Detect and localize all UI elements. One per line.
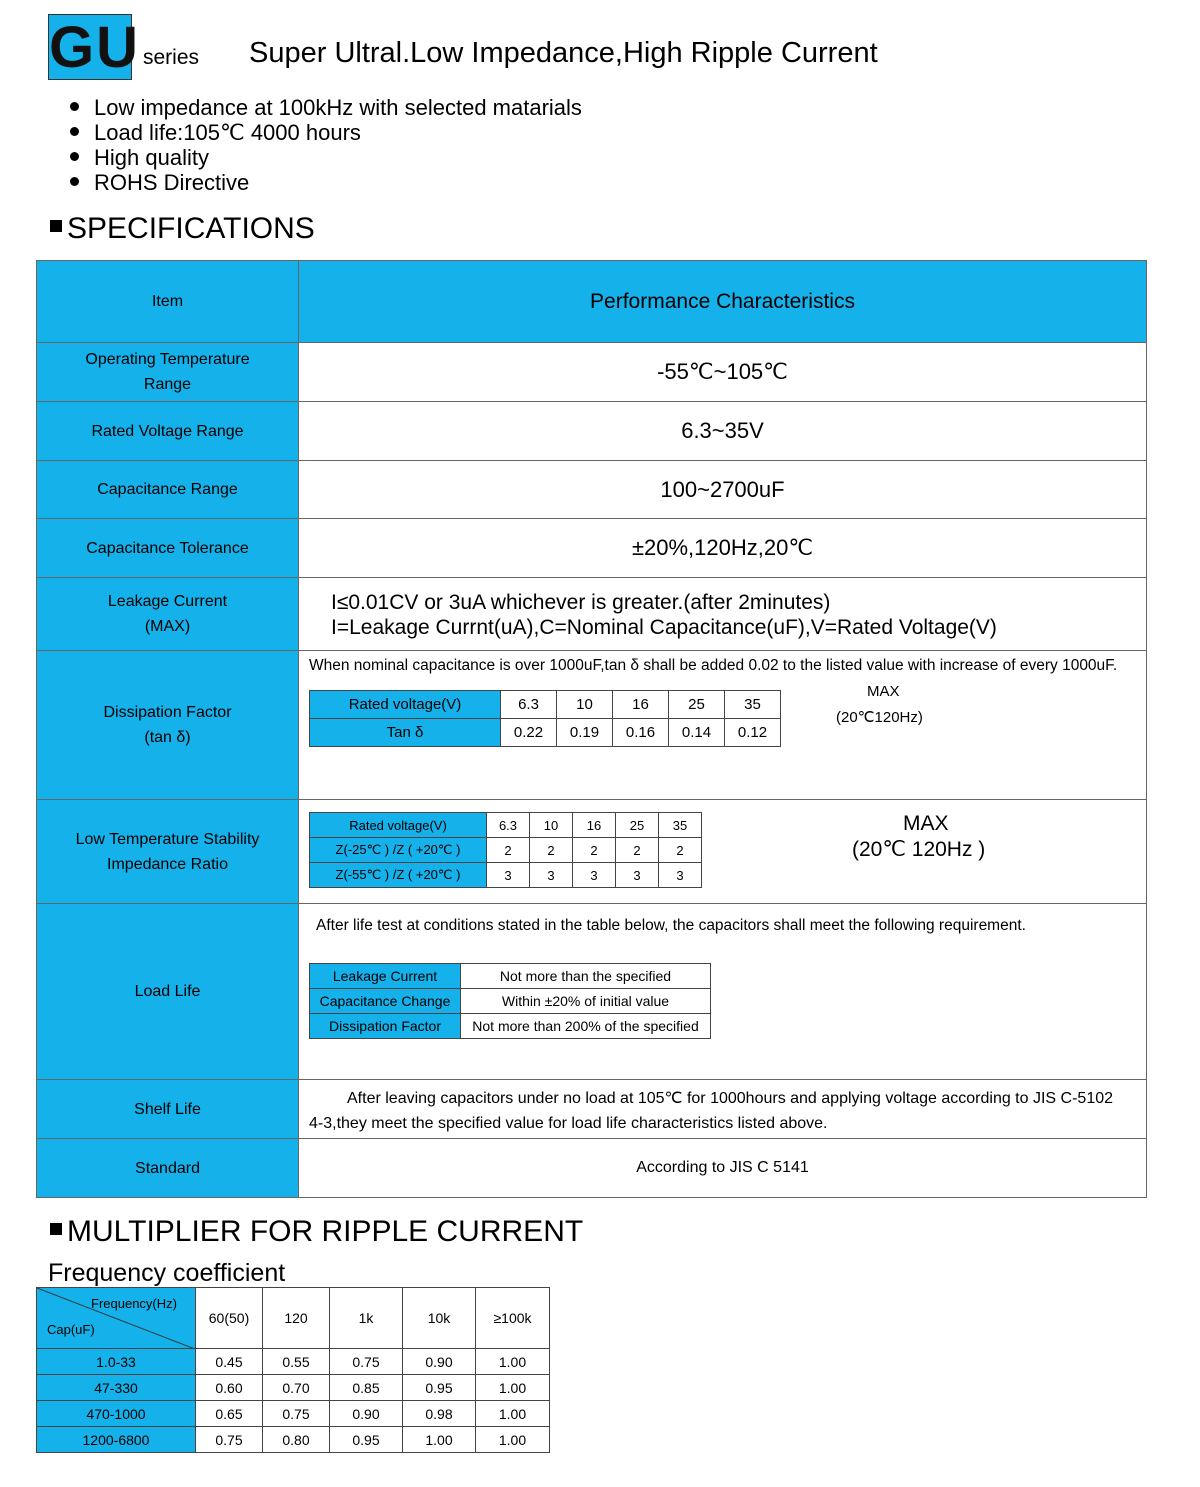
table-row: [37, 1401, 550, 1427]
feature-item: [70, 120, 582, 145]
coefficient-cell: 0.90: [330, 1401, 403, 1427]
frequency-header: 120: [263, 1288, 330, 1349]
coefficient-cell: 0.75: [263, 1401, 330, 1427]
coefficient-cell: 1.00: [403, 1427, 476, 1453]
dissipation-value: [299, 651, 1146, 799]
spec-row-leakage: [37, 578, 1146, 651]
spec-row-load-life: [37, 904, 1146, 1080]
z55-cell: 3: [530, 863, 573, 888]
dissipation-label: Dissipation Factor (tan δ): [37, 651, 299, 799]
rated-voltage-head: Rated voltage(V): [310, 691, 501, 719]
z55-cell: 3: [487, 863, 530, 888]
voltage-cell: 35: [659, 813, 702, 838]
shelf-life-value: [299, 1080, 1146, 1138]
corner-cap-label: Cap(uF): [47, 1322, 95, 1337]
rated-voltage-label: Rated Voltage Range: [37, 402, 299, 460]
tan-cell: 0.12: [725, 719, 781, 747]
load-life-criterion: Within ±20% of initial value: [461, 989, 711, 1014]
frequency-header: ≥100k: [476, 1288, 550, 1349]
square-bullet-icon: [50, 1223, 62, 1235]
voltage-cell: 10: [530, 813, 573, 838]
frequency-header: 1k: [330, 1288, 403, 1349]
coefficient-cell: 0.95: [403, 1375, 476, 1401]
z25-cell: 2: [616, 838, 659, 863]
coefficient-cell: 1.00: [476, 1427, 550, 1453]
tan-cell: 0.22: [501, 719, 557, 747]
z25-head: Z(-25℃ ) /Z ( +20℃ ): [310, 838, 487, 863]
dissipation-max: MAX: [867, 683, 900, 700]
coefficient-cell: 0.85: [330, 1375, 403, 1401]
spec-row-rated-voltage: [37, 402, 1146, 461]
z55-cell: 3: [573, 863, 616, 888]
z55-cell: 3: [616, 863, 659, 888]
load-life-criterion: Not more than the specified: [461, 964, 711, 989]
feature-text: High quality: [94, 145, 209, 170]
spec-row-capacitance-tolerance: [37, 519, 1146, 578]
ripple-heading: [50, 1215, 583, 1249]
coefficient-cell: 0.95: [330, 1427, 403, 1453]
feature-text: Load life:105℃ 4000 hours: [94, 120, 361, 145]
low-temp-condition: (20℃ 120Hz ): [852, 838, 986, 861]
bullet-icon: [70, 102, 79, 111]
z25-cell: 2: [659, 838, 702, 863]
leakage-value: [299, 578, 1146, 650]
load-life-item: Dissipation Factor: [310, 1014, 461, 1039]
cap-range-cell: 47-330: [37, 1375, 196, 1401]
voltage-cell: 6.3: [487, 813, 530, 838]
standard-value: According to JIS C 5141: [636, 1159, 809, 1176]
load-life-value: [299, 904, 1146, 1079]
load-life-item: Capacitance Change: [310, 989, 461, 1014]
tan-delta-head: Tan δ: [310, 719, 501, 747]
load-life-item: Leakage Current: [310, 964, 461, 989]
coefficient-cell: 0.60: [196, 1375, 263, 1401]
specifications-table: [36, 260, 1147, 1198]
feature-item: [70, 170, 582, 195]
col-item-header: Item: [37, 261, 299, 342]
spec-row-dissipation: [37, 651, 1146, 800]
ripple-table: [36, 1287, 550, 1453]
z25-cell: 2: [530, 838, 573, 863]
shelf-life-label: Shelf Life: [37, 1080, 299, 1138]
coefficient-cell: 1.00: [476, 1401, 550, 1427]
tan-cell: 0.16: [613, 719, 669, 747]
cap-range-cell: 1.0-33: [37, 1349, 196, 1375]
shelf-life-line2: 4-3,they meet the specified value for load life characteristics listed above.: [309, 1115, 828, 1132]
voltage-cell: 6.3: [501, 691, 557, 719]
coefficient-cell: 0.70: [263, 1375, 330, 1401]
voltage-cell: 25: [616, 813, 659, 838]
coefficient-cell: 0.98: [403, 1401, 476, 1427]
tan-cell: 0.14: [669, 719, 725, 747]
coefficient-cell: 1.00: [476, 1349, 550, 1375]
series-label: series: [143, 46, 200, 69]
coefficient-cell: 1.00: [476, 1375, 550, 1401]
col-perf-header: Performance Characteristics: [299, 261, 1146, 342]
feature-item: [70, 145, 582, 170]
z25-cell: 2: [487, 838, 530, 863]
corner-frequency-label: Frequency(Hz): [91, 1296, 177, 1311]
bullet-icon: [70, 127, 79, 136]
leakage-line1: I≤0.01CV or 3uA whichever is greater.(after 2minutes): [331, 591, 831, 614]
rated-voltage-head: Rated voltage(V): [310, 813, 487, 838]
coefficient-cell: 0.45: [196, 1349, 263, 1375]
leakage-line2: I=Leakage Currnt(uA),C=Nominal Capacitance(uF),V=Rated Voltage(V): [331, 616, 997, 639]
spec-row-shelf-life: [37, 1080, 1146, 1139]
operating-temp-value: -55℃~105℃: [657, 359, 788, 384]
impedance-ratio-table: [309, 812, 702, 888]
cap-range-cell: 470-1000: [37, 1401, 196, 1427]
coefficient-cell: 0.55: [263, 1349, 330, 1375]
feature-list: [70, 95, 582, 195]
z55-head: Z(-55℃ ) /Z ( +20℃ ): [310, 863, 487, 888]
standard-label: Standard: [37, 1139, 299, 1197]
voltage-cell: 16: [613, 691, 669, 719]
ripple-corner-cell: [37, 1288, 196, 1349]
coefficient-cell: 0.65: [196, 1401, 263, 1427]
dissipation-note: When nominal capacitance is over 1000uF,tan δ shall be added 0.02 to the listed value with increase of every 1000uF.: [309, 657, 1118, 674]
rated-voltage-value: 6.3~35V: [681, 418, 764, 443]
spec-header-row: [37, 261, 1146, 343]
spec-row-low-temp: [37, 800, 1146, 904]
frequency-header: 60(50): [196, 1288, 263, 1349]
coefficient-cell: 0.75: [196, 1427, 263, 1453]
dissipation-table: [309, 690, 781, 747]
load-life-intro: After life test at conditions stated in the table below, the capacitors shall meet the following requirement.: [316, 917, 1026, 934]
cap-range-cell: 1200-6800: [37, 1427, 196, 1453]
coefficient-cell: 0.75: [330, 1349, 403, 1375]
leakage-label: Leakage Current (MAX): [37, 578, 299, 650]
capacitance-tolerance-value: ±20%,120Hz,20℃: [631, 535, 814, 560]
capacitance-range-label: Capacitance Range: [37, 461, 299, 518]
table-row: [37, 1375, 550, 1401]
spec-row-operating-temp: [37, 343, 1146, 402]
feature-text: Low impedance at 100kHz with selected matarials: [94, 95, 582, 120]
specifications-heading-text: SPECIFICATIONS: [67, 212, 315, 245]
load-life-table: [309, 963, 711, 1039]
frequency-header: 10k: [403, 1288, 476, 1349]
low-temp-label: Low Temperature Stability Impedance Ratio: [37, 800, 299, 903]
feature-text: ROHS Directive: [94, 170, 250, 195]
page-title: Super Ultral.Low Impedance,High Ripple Current: [249, 37, 878, 69]
shelf-life-line1: After leaving capacitors under no load at 105℃ for 1000hours and applying voltage according to JIS C-5102: [347, 1090, 1114, 1107]
coefficient-cell: 0.90: [403, 1349, 476, 1375]
tan-cell: 0.19: [557, 719, 613, 747]
table-row: [37, 1427, 550, 1453]
low-temp-value: [299, 800, 1146, 903]
voltage-cell: 35: [725, 691, 781, 719]
series-logo: GU: [49, 15, 140, 80]
table-row: [37, 1349, 550, 1375]
dissipation-condition: (20℃120Hz): [836, 709, 923, 726]
voltage-cell: 25: [669, 691, 725, 719]
z55-cell: 3: [659, 863, 702, 888]
low-temp-max: MAX: [903, 812, 949, 835]
coefficient-cell: 0.80: [263, 1427, 330, 1453]
bullet-icon: [70, 177, 79, 186]
spec-row-capacitance-range: [37, 461, 1146, 519]
spec-row-standard: [37, 1139, 1146, 1197]
bullet-icon: [70, 152, 79, 161]
load-life-label: Load Life: [37, 904, 299, 1079]
capacitance-range-value: 100~2700uF: [660, 476, 785, 502]
voltage-cell: 16: [573, 813, 616, 838]
capacitance-tolerance-label: Capacitance Tolerance: [37, 519, 299, 577]
operating-temp-label: Operating Temperature Range: [37, 343, 299, 401]
load-life-criterion: Not more than 200% of the specified: [461, 1014, 711, 1039]
voltage-cell: 10: [557, 691, 613, 719]
feature-item: [70, 95, 582, 120]
specifications-heading: [50, 212, 315, 246]
ripple-heading-text: MULTIPLIER FOR RIPPLE CURRENT: [67, 1215, 584, 1248]
ripple-subheading: Frequency coefficient: [48, 1259, 286, 1287]
z25-cell: 2: [573, 838, 616, 863]
square-bullet-icon: [50, 220, 62, 232]
